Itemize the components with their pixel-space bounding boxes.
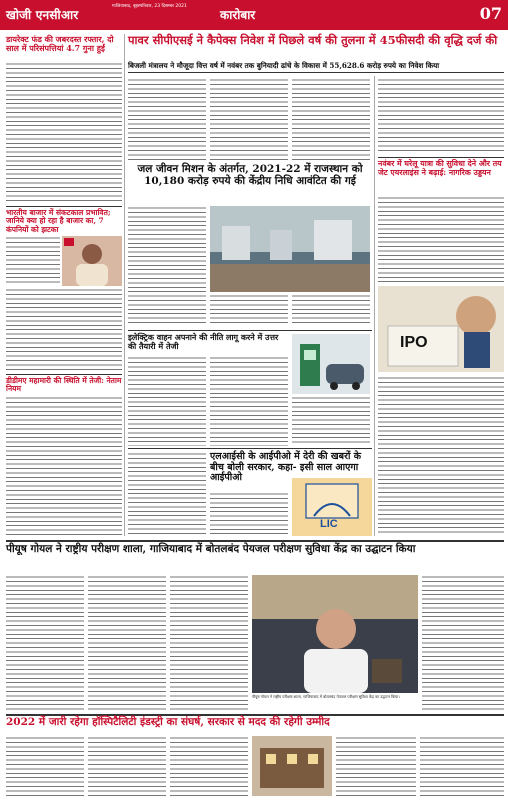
photo-hotel <box>252 736 332 796</box>
photo-finance-minister <box>62 236 122 286</box>
article-body-ev-2 <box>210 356 288 446</box>
divider <box>6 206 122 207</box>
article-body-jal-3 <box>292 294 370 326</box>
newspaper-logo: खोजी एनसीआर <box>6 8 79 22</box>
article-body-left-3 <box>6 396 122 536</box>
photo-piyush-goyal <box>252 575 418 693</box>
headline-capex: पावर सीपीएसई ने कैपेक्स निवेश में पिछले वर्ष की तुलना में 45फीसदी की वृद्धि दर्ज की <box>128 33 498 47</box>
article-body-goyal-2 <box>88 575 166 711</box>
water-pipeline-illustration <box>210 206 370 292</box>
article-body-capex-1 <box>128 78 206 162</box>
headline-market: भारतीय बाजार में संकटकाल प्रभावित; जानिये क्या हो रहा है बाजार का, 7 कंपनियों को झटका <box>6 208 111 234</box>
headline-jal-jeevan: जल जीवन मिशन के अंतर्गत, 2021-22 में राजस्थान को 10,180 करोड़ रुपये की केंद्रीय निधि आवंटित की गई <box>137 163 363 187</box>
divider <box>128 448 372 449</box>
photo-caption-goyal: पीयूष गोयल ने राष्ट्रीय परीक्षण शाला, गाजियाबाद में बोतलबंद पेयजल परीक्षण सुविधा केंद्र का उद्घाटन किया। <box>252 694 400 699</box>
minister-speaking-illustration <box>252 575 418 693</box>
ipo-illustration <box>378 286 504 372</box>
article-body-lic-2 <box>210 492 288 536</box>
masthead <box>0 0 508 30</box>
article-body-hosp-2 <box>88 736 166 796</box>
headline-aviation: नवंबर में घरेलू यात्रा की सुविधा देने और तय जेट एयरलाइंस ने बढ़ाई: नागरिक उड्डयन <box>378 159 502 177</box>
divider <box>6 374 122 375</box>
section-title: कारोबार <box>220 8 256 22</box>
article-body-lic-1 <box>128 452 206 536</box>
article-body-aviation <box>378 196 504 282</box>
article-body-jal-2 <box>210 294 288 326</box>
headline-ddma: डीडीमए महामारी की स्थिति में तेजी: नेताम नियम <box>6 376 122 394</box>
headline-piyush-goyal: पीयूष गोयल ने राष्ट्रीय परीक्षण शाला, गाजियाबाद में बोतलबंद पेयजल परीक्षण सुविधा केंद्र का उद्घाटन किया <box>6 543 416 555</box>
article-body-left-1 <box>6 62 122 204</box>
portrait-illustration <box>62 236 122 286</box>
ev-charging-illustration <box>292 334 370 394</box>
article-body-goyal-4 <box>422 575 504 711</box>
headline-direct-fund: डायरेक्ट फंड की जबरदस्त रफ्तार, दो साल में परिसंपत्तियां 4.7 गुना हुईं <box>6 34 114 53</box>
article-body-capex-3 <box>292 78 370 162</box>
photo-lic <box>292 478 372 536</box>
article-body-goyal-1 <box>6 575 84 711</box>
article-body-capex-2 <box>210 78 288 162</box>
article-body-left-2a <box>6 236 60 286</box>
column-rule <box>124 34 125 536</box>
headline-lic-ipo: एलआईसी के आईपीओ में देरी की खबरों के बीच बोली सरकार, कहा- इसी साल आएगा आईपीओ <box>210 451 362 484</box>
article-body-ev-3 <box>292 396 370 446</box>
article-body-hosp-3 <box>170 736 248 796</box>
article-body-ev-1 <box>128 356 206 446</box>
issue-date: गाजियाबाद, बृहस्पतिवार, 23 दिसम्बर 2021 <box>112 4 187 9</box>
article-body-hosp-5 <box>420 736 504 796</box>
divider <box>6 540 504 542</box>
photo-ev-charging <box>292 334 370 394</box>
photo-ipo <box>378 286 504 372</box>
article-body-lic-right <box>378 376 504 536</box>
article-body-capex-4 <box>378 78 504 154</box>
divider <box>378 157 504 158</box>
divider <box>128 330 372 331</box>
article-body-jal-1 <box>128 206 206 326</box>
ipo-label: IPO <box>400 334 428 351</box>
photo-water-pipeline <box>210 206 370 292</box>
headline-ev-policy: इलेक्ट्रिक वाहन अपनाने की नीति लागू करने में उत्तर की तैयारी में तेजी <box>128 332 279 351</box>
article-body-hosp-1 <box>6 736 84 796</box>
headline-hospitality: 2022 में जारी रहेगा हॉस्पिटैलिटी इंडस्ट्री का संघर्ष, सरकार से मदद की रहेगी उम्मीद <box>6 716 330 728</box>
hotel-illustration <box>252 736 332 796</box>
deck-capex: बिजली मंत्रालय ने मौजूदा वित्त वर्ष में नवंबर तक बुनियादी ढांचे के विकास में 55,628.6 करोड़ रुपये का निवेश किया <box>128 62 504 73</box>
column-rule <box>374 76 375 536</box>
article-body-left-2b <box>6 288 122 372</box>
article-body-hosp-4 <box>336 736 416 796</box>
lic-label: LIC <box>320 518 338 530</box>
article-body-goyal-3 <box>170 575 248 711</box>
page-number: 07 <box>479 4 502 23</box>
